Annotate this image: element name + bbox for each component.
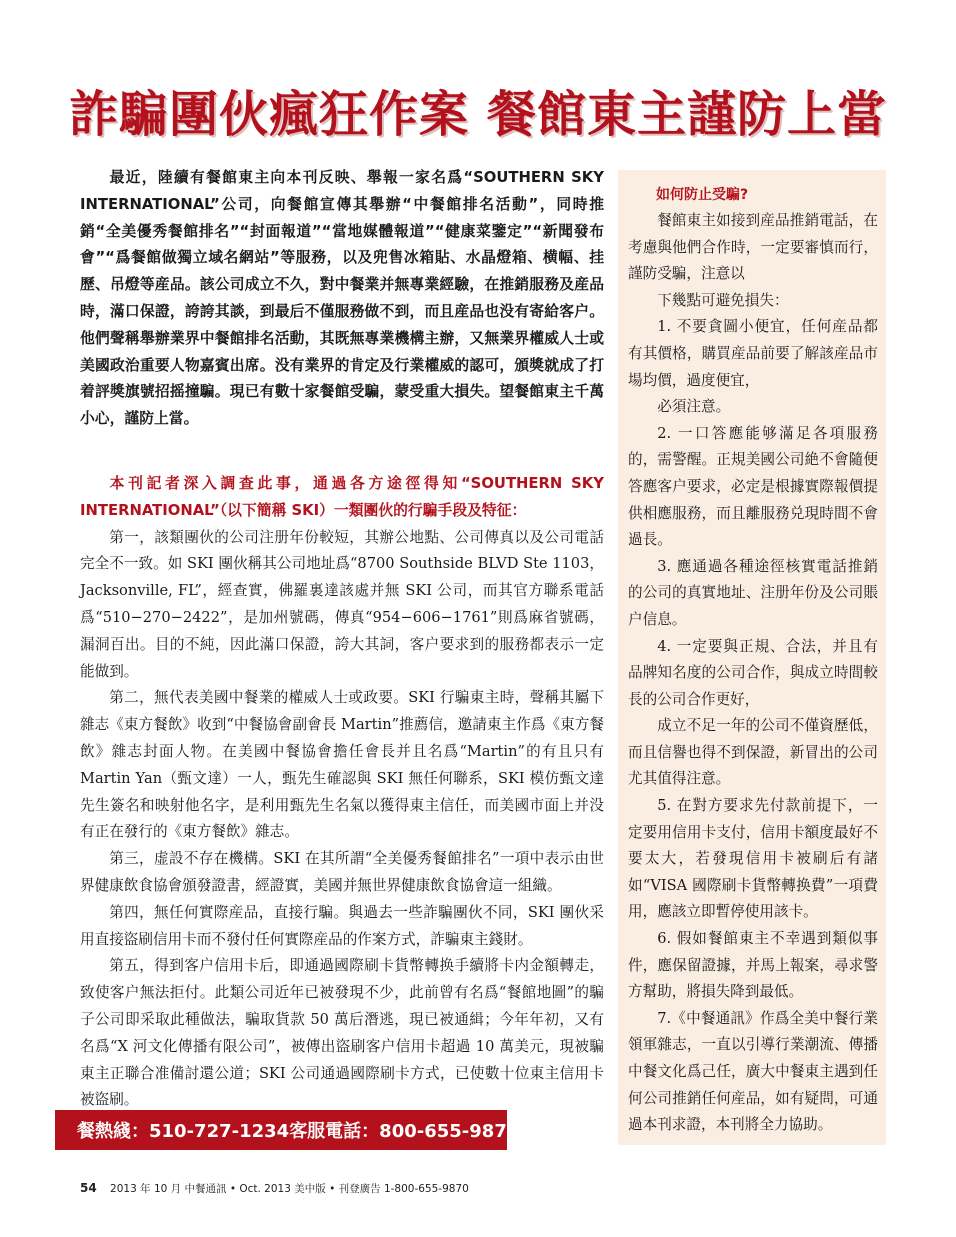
sidebar-tip: 7.《中餐通訊》作爲全美中餐行業領軍雜志，一直以引導行業潮流、傳播中餐文化爲己任，廣大中餐東主遇到任何公司推銷任何産品，如有疑問，可通過本刊求證，本刊將全力協助。: [628, 1009, 878, 1134]
sidebar-title: 如何防止受騙?: [656, 187, 749, 203]
sidebar-paragraph: 下幾點可避免損失：: [657, 291, 789, 309]
hotline-number: 餐熱綫：510-727-1234: [77, 1121, 290, 1142]
article-paragraph: 第一，該類團伙的公司注册年份較短，其辦公地點、公司傳真以及公司電話完全不一致。如 SKI 團伙稱其公司地址爲“8700 Southside BLVD Ste 1103，Jacksonville, FL”，經查實，佛羅裏達該處并無 SKI 公司，而其官方聯系電話爲“510−270−2422”，是加州號碼，傳真“954−606−1761”則爲麻省號碼，漏洞百出。目的不純，因此滿口保證，誇大其詞，客户要求到的服務都表示一定能做到。: [80, 528, 604, 680]
article-paragraph: 第三，虚設不存在機構。SKI 在其所謂“全美優秀餐館排名”一項中表示由世界健康飲食協會頒發證書，經證實，美國并無世界健康飲食協會這一組織。: [80, 850, 604, 894]
service-phone-number: 客服電話：800-655-9870: [289, 1121, 520, 1142]
sidebar-tip: 4. 一定要與正規、合法，并且有品牌知名度的公司合作，與成立時間較長的公司合作更好，: [628, 637, 878, 708]
article-paragraph: 第二，無代表美國中餐業的權威人士或政要。SKI 行騙東主時，聲稱其屬下雜志《東方餐飲》收到“中餐協會副會長 Martin”推薦信，邀請東主作爲《東方餐飲》雜志封面人物。在美國中餐協會擔任會長并且名爲“Martin”的有且只有 Martin Yan（甄文達）一人，甄先生確認與 SKI 無任何聯系，SKI 模仿甄文達先生簽名和映射他名字，是利用甄先生名氣以獲得東主信任，而美國市面上并没有正在發行的《東方餐飲》雜志。: [80, 689, 604, 841]
article-intro: 最近，陸續有餐館東主向本刊反映、舉報一家名爲“SOUTHERN SKY INTERNATIONAL”公司，向餐館宣傳其舉辦“中餐館排名活動”，同時推銷“全美優秀餐館排名”“封面報道”“當地媒體報道”“健康菜鑒定”“新聞發布會”“爲餐館做獨立域名網站”等服務，以及兜售冰箱貼、水晶燈箱、横幅、挂歷、吊燈等産品。該公司成立不久，對中餐業并無專業經驗，在推銷服務及産品時，滿口保證，誇誇其談，到最后不僅服務做不到，而且産品也没有寄給客户。他們聲稱舉辦業界中餐館排名活動，其既無專業機構主辦，又無業界權威人士或美國政治重要人物嘉賓出席。没有業界的肯定及行業權威的認可，頒獎就成了打着評獎旗號招摇撞騙。現已有數十家餐館受騙，蒙受重大損失。望餐館東主千萬小心，謹防上當。: [80, 169, 604, 428]
sidebar-tip: 5. 在對方要求先付款前提下，一定要用信用卡支付，信用卡額度最好不要太大，若發現信用卡被刷后有諸如“VISA 國際刷卡貨幣轉换費”一項費用，應該立即暫停使用該卡。: [628, 797, 878, 921]
article-paragraph: 第四，無任何實際産品，直接行騙。與過去一些詐騙團伙不同，SKI 團伙采用直接盜刷信用卡而不發付任何實際産品的作案方式，詐騙東主錢財。: [80, 903, 604, 948]
article-body: [80, 165, 604, 1114]
article-subhead: 本刊記者深入調查此事，通過各方途徑得知“SOUTHERN SKY INTERNATIONAL”（以下簡稱 SKI）一類團伙的行騙手段及特征：: [80, 474, 604, 519]
article-headline: 詐騙團伙瘋狂作案 餐館東主謹防上當: [68, 85, 888, 143]
tips-sidebar: [618, 170, 886, 1145]
sidebar-tip: 成立不足一年的公司不僅資歷低，而且信譽也得不到保證，新冒出的公司尤其值得注意。: [628, 717, 878, 788]
footer-text: 2013 年 10 月 中餐通訊 • Oct. 2013 美中版 • 刊登廣告 1-800-655-9870: [110, 1183, 469, 1195]
sidebar-tip: 必須注意。: [657, 398, 731, 416]
sidebar-tip: 3. 應通過各種途徑核實電話推銷的公司的真實地址、注册年份及公司賬户信息。: [628, 557, 878, 628]
page-footer: [80, 1181, 469, 1196]
sidebar-tip: 1. 不要貪圖小便宜，任何産品都有其價格，購買産品前要了解該産品市場均價，過度便宜，: [628, 318, 878, 389]
sidebar-paragraph: 餐館東主如接到産品推銷電話，在考慮與他們合作時，一定要審慎而行，謹防受騙，注意以: [628, 212, 878, 283]
hotline-banner: [55, 1110, 520, 1150]
article-paragraph: 第五，得到客户信用卡后，即通過國際刷卡貨幣轉换手續將卡内金額轉走，致使客户無法拒付。此類公司近年已被發現不少，此前曾有名爲“餐館地圖”的騙子公司即采取此種做法，騙取貨款 50 萬后潛逃，現已被通緝；今年年初，又有名爲“X 河文化傳播有限公司”，被傳出盜刷客户信用卡超過 10 萬美元，現被騙東主正聯合准備討還公道；SKI 公司通過國際刷卡方式，已使數十位東主信用卡被盜刷。: [80, 957, 604, 1109]
sidebar-tip: 2. 一口答應能够滿足各項服務的，需警醒。正規美國公司絶不會隨便答應客户要求，必定是根據實際報價提供相應服務，而且離服務兑現時間不會過長。: [628, 424, 878, 549]
sidebar-tip: 6. 假如餐館東主不幸遇到類似事件，應保留證據，并馬上報案，尋求警方幫助，將損失降到最低。: [628, 930, 878, 1001]
page-number: 54: [80, 1181, 97, 1195]
